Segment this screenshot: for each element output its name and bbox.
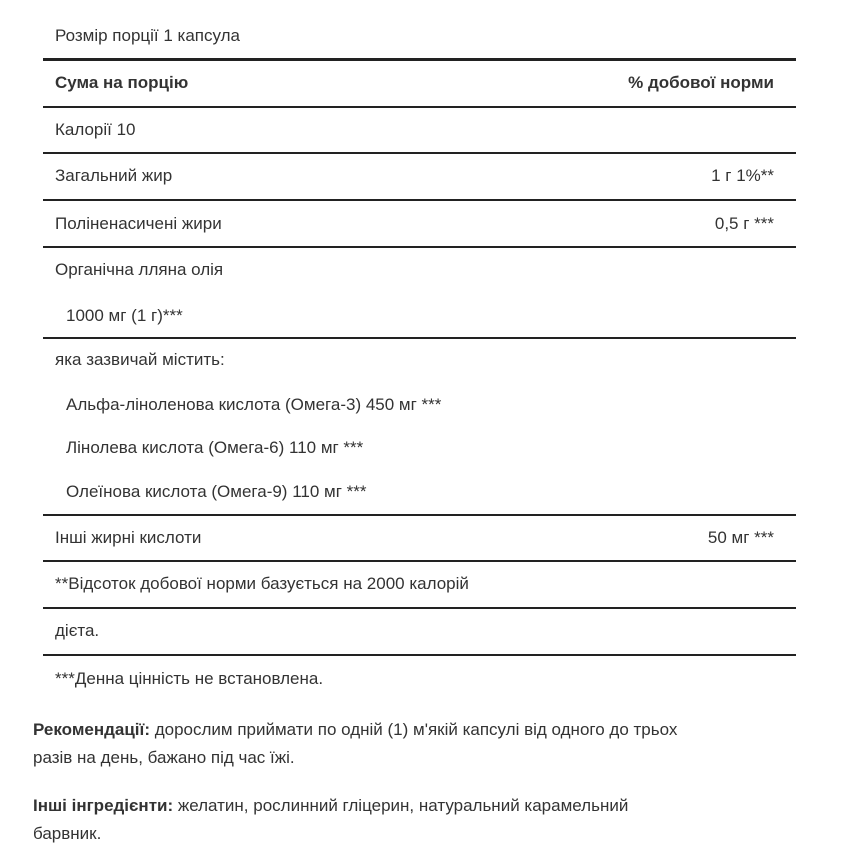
divider	[43, 199, 796, 201]
header-top-divider	[43, 58, 796, 61]
ingredients-text-line2: барвник.	[33, 824, 102, 843]
contains-row	[43, 346, 796, 374]
other-ingredients	[33, 792, 823, 848]
acid-omega-6: Лінолева кислота (Омега-6) 110 мг ***	[66, 438, 364, 457]
ingredients-label: Інші інгредієнти:	[33, 796, 174, 815]
ingredients-text-line1: желатин, рослинний гліцерин, натуральний карамельний	[173, 796, 629, 815]
recommendations-text-line1: дорослим приймати по одній (1) м'якій капсулі від одного до трьох	[149, 720, 678, 739]
divider	[43, 607, 796, 609]
contains-label: яка зазвичай містить:	[55, 350, 225, 369]
acid-row	[43, 478, 796, 506]
acid-row	[43, 391, 796, 419]
serving-size-row	[43, 22, 796, 50]
header-amount-per-serving: Сума на порцію	[55, 73, 189, 92]
total-fat-value: 1 г 1%**	[711, 166, 774, 185]
footnote-daily-value: **Відсоток добової норми базується на 2000 калорій	[55, 574, 469, 593]
serving-size: Розмір порції 1 капсула	[55, 26, 241, 45]
poly-fat-label: Поліненасичені жири	[55, 214, 222, 233]
acid-row	[43, 434, 796, 462]
other-acids-label: Інші жирні кислоти	[55, 528, 202, 547]
flax-oil-row	[43, 256, 796, 284]
footnote-not-established-row	[43, 665, 796, 693]
flax-oil-amount-row	[43, 302, 796, 330]
divider	[43, 514, 796, 516]
footnote-daily-value-row	[43, 570, 796, 598]
footnote-not-established: ***Денна цінність не встановлена.	[55, 669, 324, 688]
calories-row	[43, 116, 796, 144]
acid-omega-9: Олеїнова кислота (Омега-9) 110 мг ***	[66, 482, 367, 501]
footnote-diet-row	[43, 617, 796, 645]
recommendations-text-line2: разів на день, бажано під час їжі.	[33, 748, 295, 767]
header-row	[43, 69, 796, 97]
other-acids-row	[43, 524, 796, 552]
total-fat-label: Загальний жир	[55, 166, 173, 185]
divider	[43, 337, 796, 339]
divider	[43, 654, 796, 656]
header-daily-value: % добової норми	[628, 73, 774, 92]
header-bottom-divider	[43, 106, 796, 108]
divider	[43, 246, 796, 248]
recommendations-label: Рекомендації:	[33, 720, 150, 739]
calories: Калорії 10	[55, 120, 136, 139]
total-fat-row	[43, 162, 796, 190]
divider	[43, 560, 796, 562]
flax-oil-amount: 1000 мг (1 г)***	[66, 306, 183, 325]
poly-fat-row	[43, 210, 796, 238]
other-acids-value: 50 мг ***	[707, 528, 774, 547]
divider	[43, 152, 796, 154]
poly-fat-value: 0,5 г ***	[714, 214, 774, 233]
flax-oil-label: Органічна лляна олія	[55, 260, 224, 279]
footnote-diet: дієта.	[55, 621, 100, 640]
acid-omega-3: Альфа-ліноленова кислота (Омега-3) 450 мг ***	[66, 395, 442, 414]
recommendations	[33, 716, 823, 772]
